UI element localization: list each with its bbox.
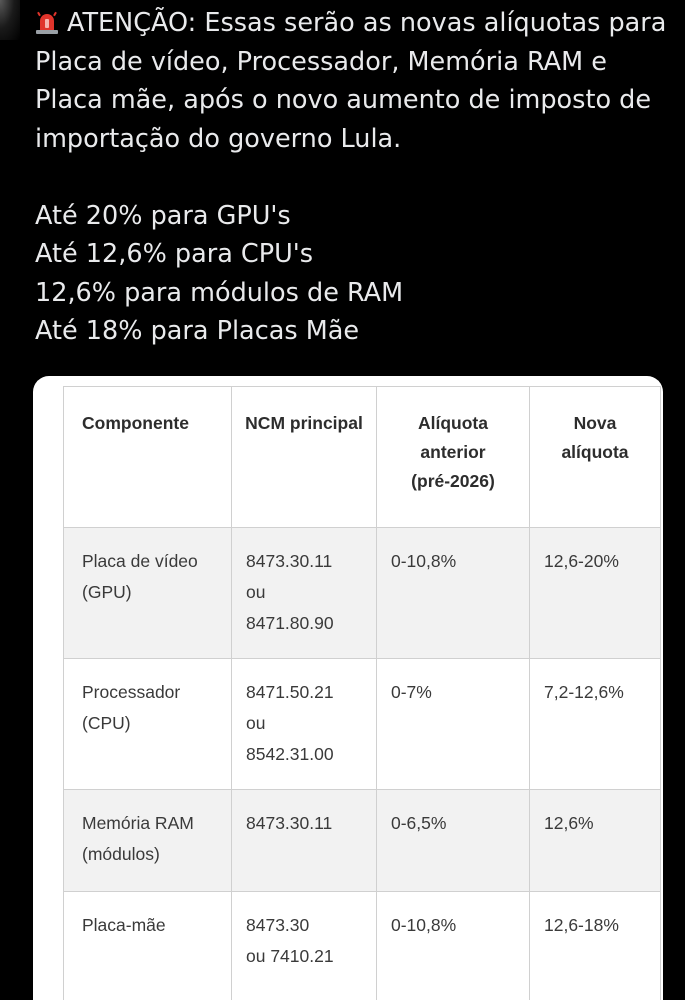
cell-aliquota-anterior: 0-7%	[377, 659, 530, 790]
ncm-separator: ou	[246, 713, 266, 733]
post-line-motherboard: Até 18% para Placas Mãe	[35, 316, 360, 346]
cell-ncm	[232, 790, 377, 892]
cell-ncm	[232, 528, 377, 659]
table-header-row	[64, 387, 661, 528]
post-line-gpu: Até 20% para GPU's	[35, 200, 291, 231]
ncm-code-alt: 8542.31.00	[246, 744, 334, 764]
header-aliquota-anterior: Alíquota anterior (pré-2026)	[377, 387, 530, 528]
ncm-separator: ou 7410.21	[246, 946, 334, 966]
table-row	[64, 659, 661, 790]
cell-ncm	[232, 659, 377, 790]
cell-componente: Memória RAM (módulos)	[64, 790, 232, 892]
ncm-separator: ou	[246, 582, 266, 602]
post-line-cpu: Até 12,6% para CPU's	[35, 239, 314, 269]
table-row	[64, 528, 661, 659]
header-ncm: NCM principal	[232, 387, 377, 528]
attached-image-card[interactable]	[33, 376, 663, 1000]
cell-aliquota-anterior: 0-6,5%	[377, 790, 530, 892]
cell-aliquota-anterior: 0-10,8%	[377, 892, 530, 1000]
cell-ncm	[232, 892, 377, 1000]
ncm-code: 8473.30.11	[246, 551, 333, 571]
cell-componente: Placa-mãe	[64, 892, 232, 1000]
ncm-code: 8471.50.21	[246, 682, 334, 702]
cell-nova-aliquota: 7,2-12,6%	[530, 659, 661, 790]
paragraph-gap	[35, 158, 675, 197]
table-row	[64, 790, 661, 892]
post-body	[35, 4, 675, 351]
ncm-code: 8473.30.11	[246, 813, 333, 833]
post-line-ram: 12,6% para módulos de RAM	[35, 277, 404, 308]
cell-nova-aliquota: 12,6-20%	[530, 528, 661, 659]
header-componente: Componente	[64, 387, 232, 528]
ncm-code-alt: 8471.80.90	[246, 613, 334, 633]
cell-nova-aliquota: 12,6-18%	[530, 892, 661, 1000]
ncm-code: 8473.30	[246, 915, 310, 935]
avatar-edge	[0, 0, 20, 40]
cell-componente: Placa de vídeo (GPU)	[64, 528, 232, 659]
header-nova-aliquota: Nova alíquota	[530, 387, 661, 528]
post-headline-paragraph	[35, 4, 675, 158]
tax-rate-table	[63, 386, 661, 1000]
post-headline: ATENÇÃO: Essas serão as novas alíquotas para Placa de vídeo, Processador, Memória RAM e Placa mãe, após o novo aumento de imposto de importação do governo Lula.	[35, 8, 667, 154]
cell-componente: Processador (CPU)	[64, 659, 232, 790]
table-row	[64, 892, 661, 1000]
cell-nova-aliquota: 12,6%	[530, 790, 661, 892]
cell-aliquota-anterior: 0-10,8%	[377, 528, 530, 659]
rotating-light-icon	[35, 10, 59, 34]
